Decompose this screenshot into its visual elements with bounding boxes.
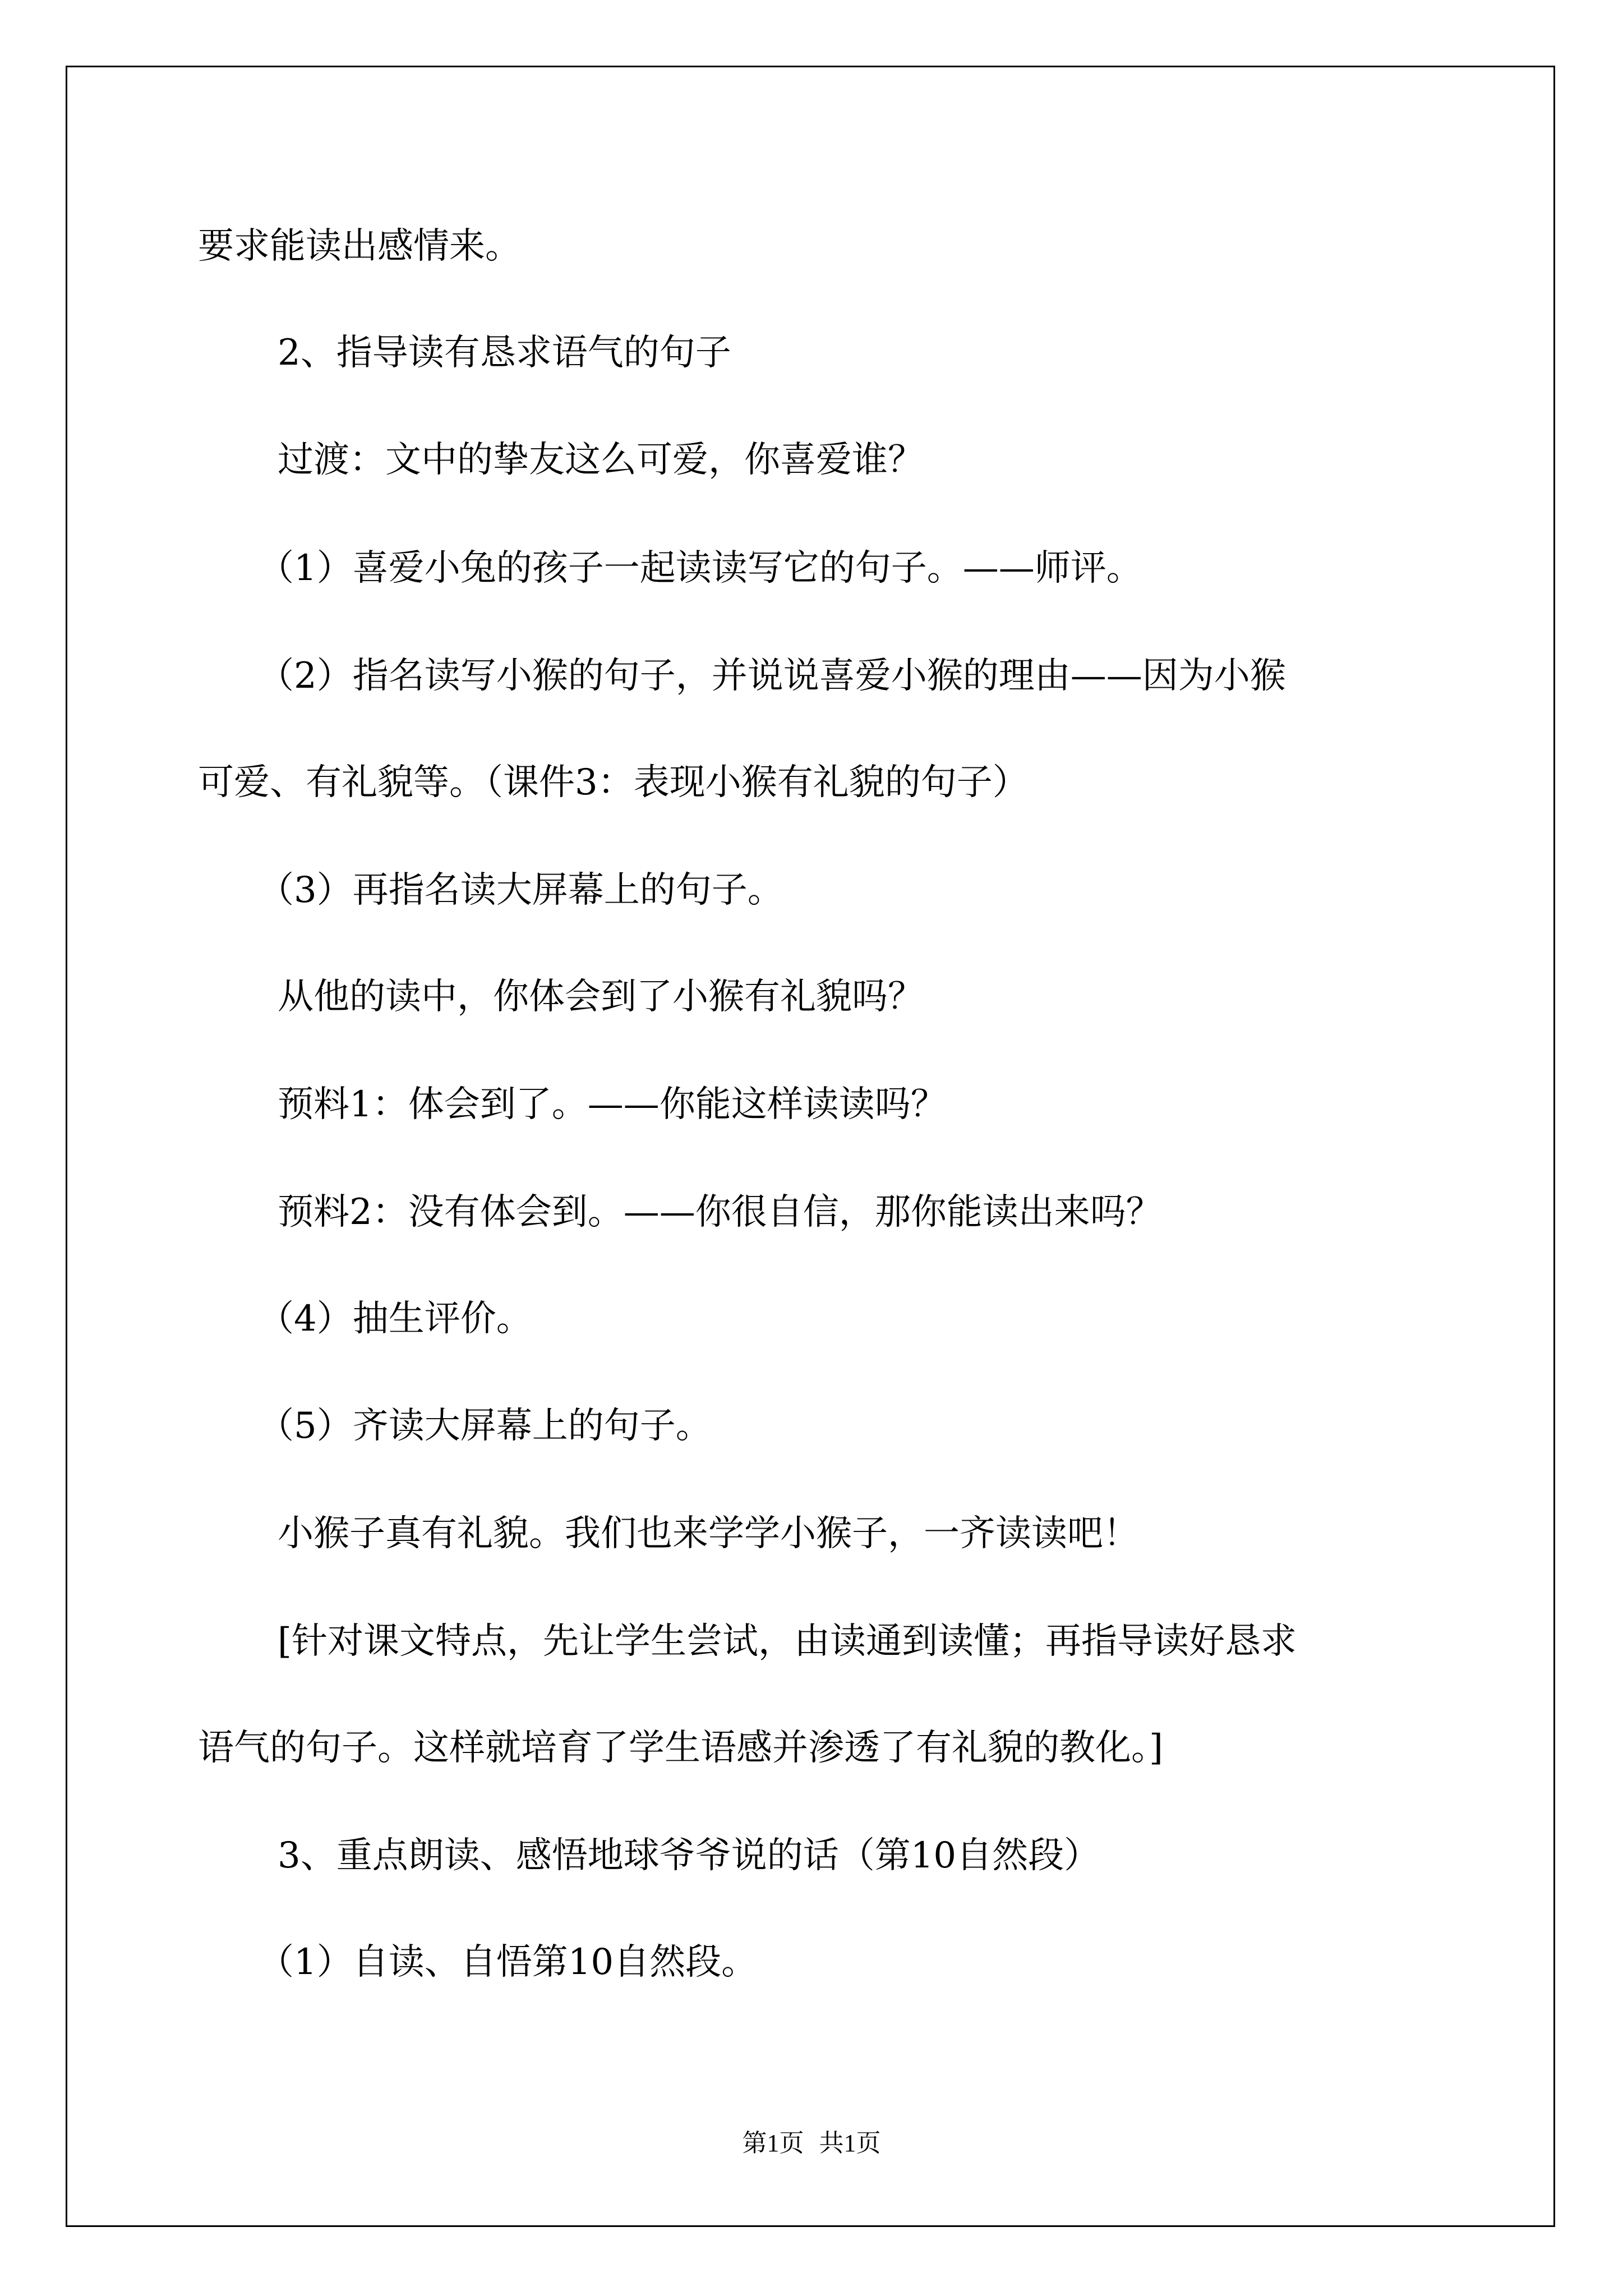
page-number: 第1页 xyxy=(742,2129,804,2157)
text-line: 要求能读出感情来。 xyxy=(198,226,521,267)
text-line: （1）喜爱小兔的孩子一起读读写它的句子。——师评。 xyxy=(258,547,1142,589)
text-line: （3）再指名读大屏幕上的句子。 xyxy=(258,869,783,911)
page-footer xyxy=(0,2128,1623,2159)
text-line: 3、重点朗读、感悟地球爷爷说的话（第10自然段） xyxy=(278,1835,1100,1876)
text-line: （5）齐读大屏幕上的句子。 xyxy=(258,1405,712,1447)
text-line: 语气的句子。这样就培育了学生语感并渗透了有礼貌的教化。] xyxy=(198,1727,1163,1769)
text-line: 小猴子真有礼貌。我们也来学学小猴子，一齐读读吧！ xyxy=(278,1513,1139,1554)
text-line: 过渡：文中的挚友这么可爱，你喜爱谁？ xyxy=(278,439,924,481)
text-line: 从他的读中，你体会到了小猴有礼貌吗？ xyxy=(278,976,924,1018)
text-line: （2）指名读写小猴的句子，并说说喜爱小猴的理由——因为小猴 xyxy=(258,655,1286,697)
text-line: 预料1：体会到了。——你能这样读读吗？ xyxy=(278,1084,947,1125)
page-border xyxy=(66,66,1555,2227)
text-line: （4）抽生评价。 xyxy=(258,1298,532,1340)
page-total: 共1页 xyxy=(819,2129,881,2157)
text-line: 预料2：没有体会到。——你很自信，那你能读出来吗？ xyxy=(278,1191,1162,1233)
text-line: 2、指导读有恳求语气的句子 xyxy=(278,332,731,374)
text-line: 可爱、有礼貌等。（课件3：表现小猴有礼貌的句子） xyxy=(198,762,1029,803)
text-line: （1）自读、自悟第10自然段。 xyxy=(258,1941,758,1983)
text-line: [针对课文特点，先让学生尝试，由读通到读懂；再指导读好恳求 xyxy=(278,1621,1297,1662)
